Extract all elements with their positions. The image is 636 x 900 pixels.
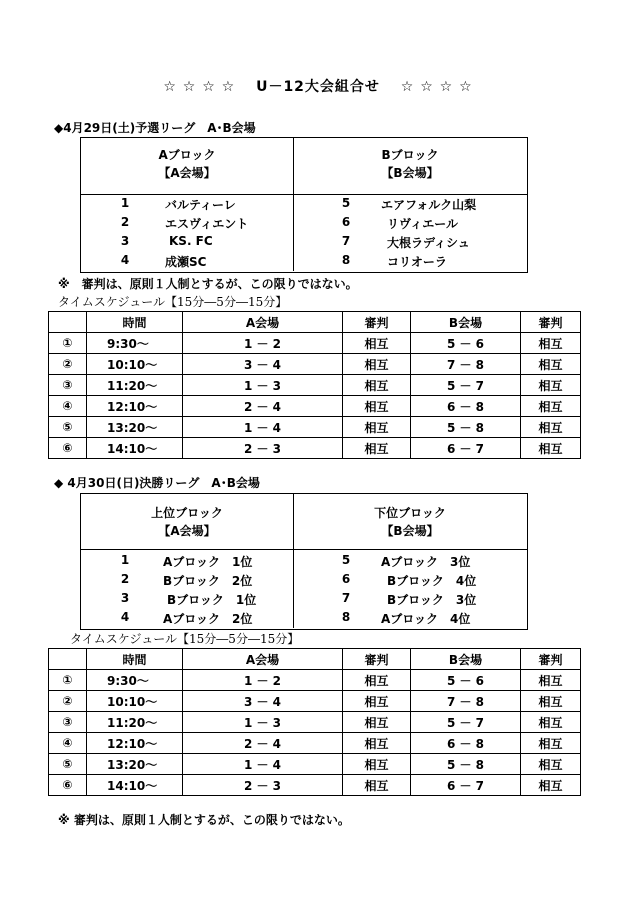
section1-left-block-name: Aブロック <box>158 148 216 162</box>
table-row <box>49 670 581 691</box>
match-number: ⑤ <box>49 417 87 438</box>
venue-a-referee: 相互 <box>343 333 411 354</box>
match-time: 13:20～ <box>87 417 183 438</box>
team-number: 4 <box>120 610 130 624</box>
match-time: 12:10～ <box>87 733 183 754</box>
section1-right-block-name: Bブロック <box>381 148 439 162</box>
venue-b-referee: 相互 <box>521 375 581 396</box>
header-cell: A会場 <box>183 649 343 670</box>
table-row <box>49 417 581 438</box>
venue-b-referee: 相互 <box>521 333 581 354</box>
venue-b-referee: 相互 <box>521 396 581 417</box>
venue-a-match: 1 － 4 <box>183 754 343 775</box>
section2-left-block-name: 上位ブロック <box>151 506 223 520</box>
header-cell: 審判 <box>343 312 411 333</box>
match-time: 9:30～ <box>87 670 183 691</box>
match-time: 11:20～ <box>87 375 183 396</box>
team-name: バルティーレ <box>165 198 236 212</box>
venue-a-match: 1 － 2 <box>183 333 343 354</box>
venue-b-referee: 相互 <box>521 691 581 712</box>
section1-schedule-table <box>48 311 581 459</box>
section2-schedule-table <box>48 648 581 796</box>
section2-schedule-title: タイムスケジュール【15分―5分―15分】 <box>70 632 300 646</box>
venue-b-match: 5 － 7 <box>411 712 521 733</box>
match-number: ④ <box>49 396 87 417</box>
section1-schedule-title: タイムスケジュール【15分―5分―15分】 <box>58 295 288 309</box>
venue-b-match: 5 － 6 <box>411 670 521 691</box>
venue-a-match: 1 － 4 <box>183 417 343 438</box>
match-time: 13:20～ <box>87 754 183 775</box>
section2-right-block-name: 下位ブロック <box>374 506 446 520</box>
table-row <box>49 333 581 354</box>
team-number: 6 <box>341 572 351 586</box>
team-number: 5 <box>341 553 351 567</box>
header-cell: B会場 <box>411 312 521 333</box>
match-number: ② <box>49 354 87 375</box>
section2-right-block-venue: 【B会場】 <box>381 524 439 538</box>
venue-a-referee: 相互 <box>343 670 411 691</box>
match-number: ⑥ <box>49 775 87 796</box>
section1-referee-note: ※ 審判は、原則１人制とするが、この限りではない。 <box>58 277 358 291</box>
match-time: 12:10～ <box>87 396 183 417</box>
team-name: リヴィエール <box>387 217 459 231</box>
header-cell: 審判 <box>521 312 581 333</box>
match-number: ④ <box>49 733 87 754</box>
venue-a-match: 1 － 3 <box>183 712 343 733</box>
team-number: 3 <box>120 591 130 605</box>
venue-b-match: 5 － 8 <box>411 754 521 775</box>
venue-b-match: 7 － 8 <box>411 354 521 375</box>
team-number: 8 <box>341 253 351 267</box>
match-number: ⑤ <box>49 754 87 775</box>
venue-a-referee: 相互 <box>343 438 411 459</box>
section2-block-box <box>80 493 528 630</box>
team-name: Aブロック 1位 <box>163 555 253 569</box>
team-number: 5 <box>341 196 351 210</box>
venue-b-referee: 相互 <box>521 775 581 796</box>
team-name: Bブロック 3位 <box>387 593 477 607</box>
team-number: 8 <box>341 610 351 624</box>
team-name: Aブロック 4位 <box>381 612 471 626</box>
section1-left-block-venue: 【A会場】 <box>158 166 216 180</box>
team-name: 成瀬SC <box>165 255 207 269</box>
match-time: 10:10～ <box>87 354 183 375</box>
venue-b-referee: 相互 <box>521 754 581 775</box>
table-row <box>49 691 581 712</box>
team-number: 6 <box>341 215 351 229</box>
team-name: KS. FC <box>169 234 213 248</box>
match-number: ③ <box>49 375 87 396</box>
team-number: 3 <box>120 234 130 248</box>
venue-a-match: 2 － 4 <box>183 733 343 754</box>
match-number: ② <box>49 691 87 712</box>
team-number: 4 <box>120 253 130 267</box>
header-cell: 時間 <box>87 649 183 670</box>
team-number: 2 <box>120 572 130 586</box>
venue-b-referee: 相互 <box>521 733 581 754</box>
table-row <box>49 754 581 775</box>
page-title: ☆ ☆ ☆ ☆ U－12大会組合せ ☆ ☆ ☆ ☆ <box>163 79 473 95</box>
venue-a-match: 2 － 4 <box>183 396 343 417</box>
table-row <box>49 375 581 396</box>
table-header-row <box>49 312 581 333</box>
header-cell: 審判 <box>521 649 581 670</box>
venue-b-match: 5 － 7 <box>411 375 521 396</box>
table-row <box>49 438 581 459</box>
venue-a-referee: 相互 <box>343 754 411 775</box>
table-row <box>49 733 581 754</box>
match-time: 14:10～ <box>87 775 183 796</box>
section1-block-box <box>80 137 528 273</box>
table-header-row <box>49 649 581 670</box>
team-number: 7 <box>341 234 351 248</box>
team-number: 1 <box>120 553 130 567</box>
match-time: 9:30～ <box>87 333 183 354</box>
venue-b-referee: 相互 <box>521 417 581 438</box>
team-name: コリオーラ <box>387 255 447 269</box>
header-cell: 時間 <box>87 312 183 333</box>
venue-b-match: 6 － 8 <box>411 396 521 417</box>
team-name: Bブロック 4位 <box>387 574 477 588</box>
section2-heading: ◆ 4月30日(日)決勝リーグ A･B会場 <box>54 476 260 490</box>
table-row <box>49 712 581 733</box>
venue-b-match: 6 － 7 <box>411 438 521 459</box>
team-number: 1 <box>120 196 130 210</box>
venue-a-match: 2 － 3 <box>183 775 343 796</box>
match-time: 10:10～ <box>87 691 183 712</box>
section1-heading: ◆4月29日(土)予選リーグ A･B会場 <box>54 121 256 135</box>
table-row <box>49 396 581 417</box>
match-number: ⑥ <box>49 438 87 459</box>
venue-a-match: 1 － 2 <box>183 670 343 691</box>
match-time: 14:10～ <box>87 438 183 459</box>
venue-b-referee: 相互 <box>521 354 581 375</box>
team-name: エアフォルク山梨 <box>381 198 477 212</box>
venue-b-match: 7 － 8 <box>411 691 521 712</box>
venue-b-match: 5 － 6 <box>411 333 521 354</box>
venue-b-match: 6 － 8 <box>411 733 521 754</box>
venue-a-match: 1 － 3 <box>183 375 343 396</box>
venue-a-match: 2 － 3 <box>183 438 343 459</box>
team-name: Aブロック 2位 <box>163 612 253 626</box>
venue-b-match: 6 － 7 <box>411 775 521 796</box>
section1-right-block-venue: 【B会場】 <box>381 166 439 180</box>
table-row <box>49 775 581 796</box>
venue-b-match: 5 － 8 <box>411 417 521 438</box>
match-number: ① <box>49 333 87 354</box>
venue-a-referee: 相互 <box>343 396 411 417</box>
venue-a-referee: 相互 <box>343 733 411 754</box>
venue-a-referee: 相互 <box>343 375 411 396</box>
team-number: 7 <box>341 591 351 605</box>
header-cell: A会場 <box>183 312 343 333</box>
header-cell <box>49 649 87 670</box>
team-name: Aブロック 3位 <box>381 555 471 569</box>
header-cell: 審判 <box>343 649 411 670</box>
team-name: 大根ラディシュ <box>387 236 470 250</box>
venue-a-match: 3 － 4 <box>183 354 343 375</box>
venue-a-referee: 相互 <box>343 354 411 375</box>
section2-left-block-venue: 【A会場】 <box>158 524 216 538</box>
venue-a-referee: 相互 <box>343 691 411 712</box>
venue-a-referee: 相互 <box>343 712 411 733</box>
section2-referee-note: ※ 審判は、原則１人制とするが、この限りではない。 <box>58 813 350 827</box>
team-number: 2 <box>120 215 130 229</box>
match-time: 11:20～ <box>87 712 183 733</box>
team-name: Bブロック 2位 <box>163 574 253 588</box>
venue-b-referee: 相互 <box>521 670 581 691</box>
venue-a-referee: 相互 <box>343 417 411 438</box>
table-row <box>49 354 581 375</box>
venue-a-referee: 相互 <box>343 775 411 796</box>
venue-a-match: 3 － 4 <box>183 691 343 712</box>
venue-b-referee: 相互 <box>521 712 581 733</box>
match-number: ① <box>49 670 87 691</box>
header-cell <box>49 312 87 333</box>
team-name: エスヴィエント <box>165 217 249 231</box>
header-cell: B会場 <box>411 649 521 670</box>
venue-b-referee: 相互 <box>521 438 581 459</box>
match-number: ③ <box>49 712 87 733</box>
team-name: Bブロック 1位 <box>167 593 257 607</box>
